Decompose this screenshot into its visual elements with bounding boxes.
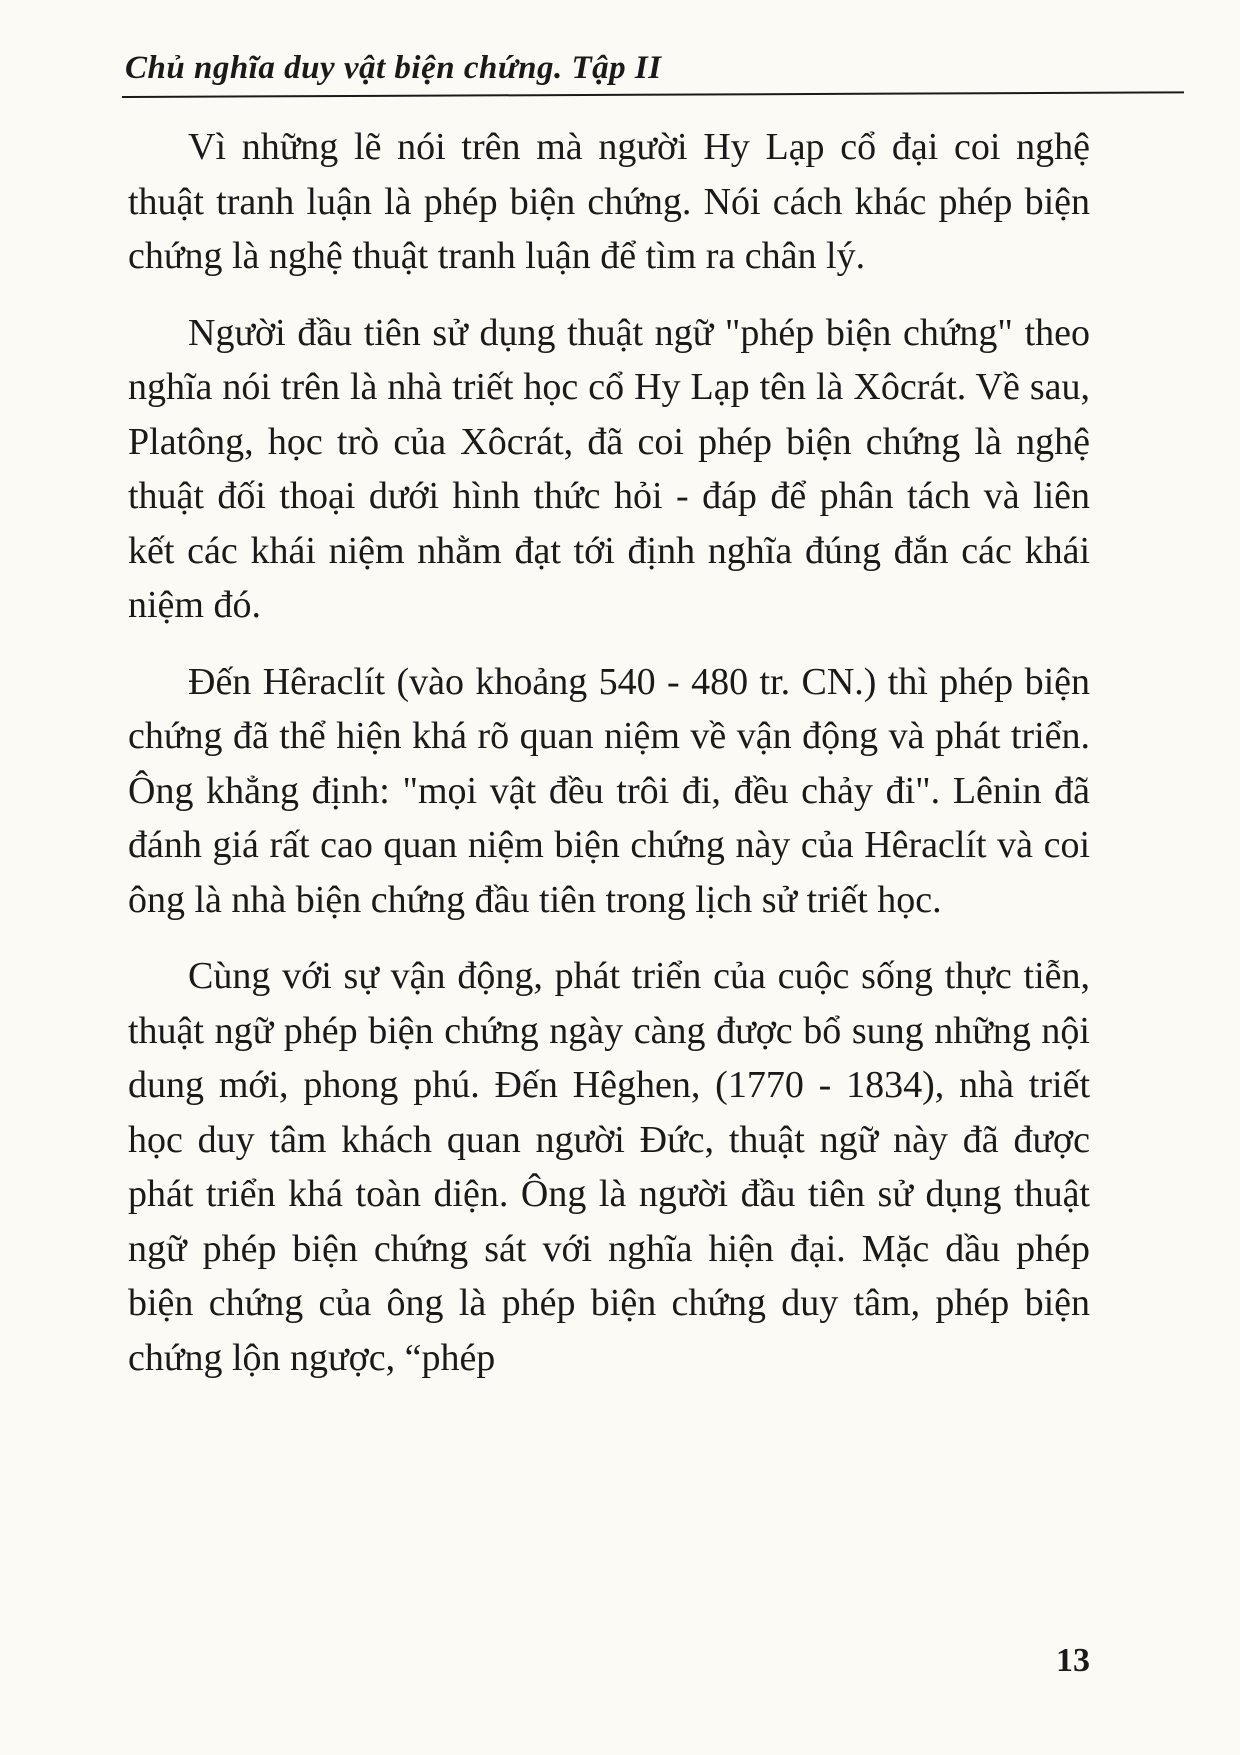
paragraph: Cùng với sự vận động, phát triển của cuộc sống thực tiễn, thuật ngữ phép biện chứng ngày càng được bổ sung những nội dung mới, phong phú. Đến Hêghen, (1770 - 1834), nhà triết học duy tâm khách quan người Đức, thuật ngữ này đã được phát triển khá toàn diện. Ông là người đầu tiên sử dụng thuật ngữ phép biện chứng sát với nghĩa hiện đại. Mặc dầu phép biện chứng của ông là phép biện chứng duy tâm, phép biện chứng lộn ngược, “phép [128, 955, 1090, 1379]
running-header: Chủ nghĩa duy vật biện chứng. Tập II [125, 50, 662, 86]
body-text [128, 120, 1090, 1407]
paragraph: Đến Hêraclít (vào khoảng 540 - 480 tr. CN.) thì phép biện chứng đã thể hiện khá rõ quan niệm về vận động và phát triển. Ông khẳng định: "mọi vật đều trôi đi, đều chảy đi". Lênin đã đánh giá rất cao quan niệm biện chứng này của Hêraclít và coi ông là nhà biện chứng đầu tiên trong lịch sử triết học. [128, 660, 1090, 921]
page-number: 13 [1056, 1642, 1090, 1679]
header-rule [122, 91, 1184, 98]
paragraph: Vì những lẽ nói trên mà người Hy Lạp cổ đại coi nghệ thuật tranh luận là phép biện chứng. Nói cách khác phép biện chứng là nghệ thuật tranh luận để tìm ra chân lý. [128, 126, 1090, 277]
paragraph: Người đầu tiên sử dụng thuật ngữ "phép biện chứng" theo nghĩa nói trên là nhà triết học cổ Hy Lạp tên là Xôcrát. Về sau, Platông, học trò của Xôcrát, đã coi phép biện chứng là nghệ thuật đối thoại dưới hình thức hỏi - đáp để phân tách và liên kết các khái niệm nhằm đạt tới định nghĩa đúng đắn các khái niệm đó. [128, 311, 1090, 626]
